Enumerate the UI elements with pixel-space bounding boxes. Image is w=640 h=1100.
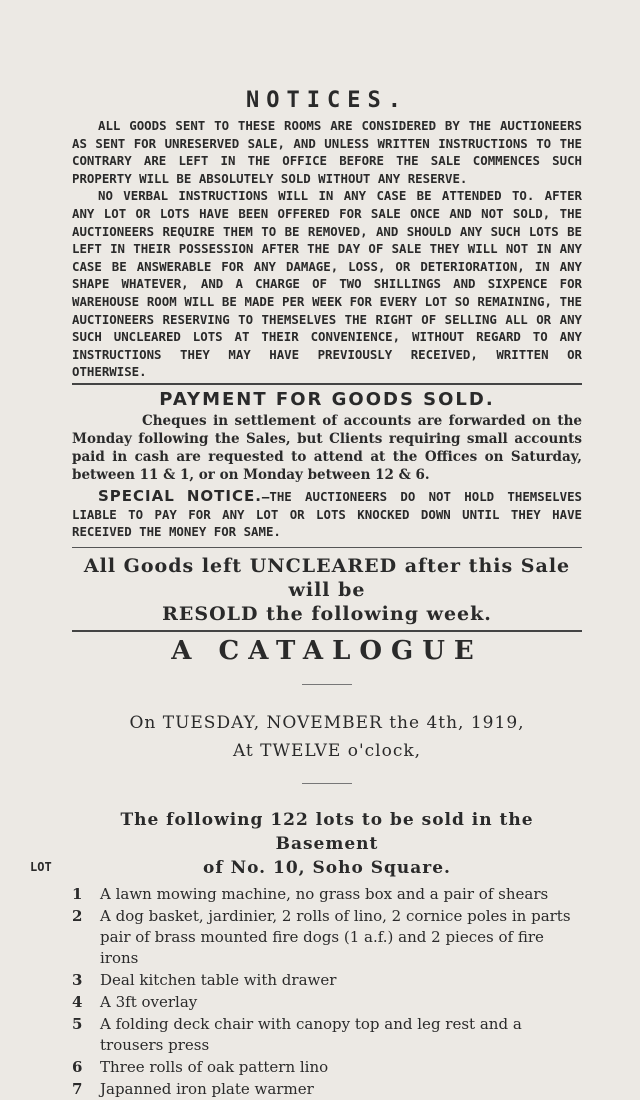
lot-item xyxy=(72,1057,582,1078)
lot-description: Deal kitchen table with drawer xyxy=(100,970,337,989)
special-notice-text: —THE AUCTIONEERS DO NOT HOLD THEMSELVES LIABLE TO PAY FOR ANY LOT OR LOTS KNOCKED DOWN UNTIL THEY HAVE RECEIVED THE MONEY FOR SAME. xyxy=(72,488,582,540)
lot-list xyxy=(72,884,582,1100)
sale-time: At TWELVE o'clock, xyxy=(232,740,422,761)
notices-title: NOTICES. xyxy=(246,88,408,113)
lot-description: A dog basket, jardinier, 2 rolls of lino, 2 cornice poles in parts pair of brass mounted fire dogs (1 a.f.) and 2 pieces of fire irons xyxy=(100,906,571,967)
divider xyxy=(72,547,582,548)
lot-item xyxy=(72,992,582,1013)
short-divider xyxy=(302,684,352,685)
lot-number: 1 xyxy=(72,884,83,903)
lots-intro: The following 122 lots to be sold in the Basement xyxy=(120,809,534,854)
uncleared-notice-line2: RESOLD the following week. xyxy=(162,602,492,625)
lot-number: 7 xyxy=(72,1079,83,1098)
lot-item xyxy=(72,970,582,991)
uncleared-notice xyxy=(72,554,582,626)
divider xyxy=(72,630,582,632)
uncleared-notice-line1: All Goods left UNCLEARED after this Sale will be xyxy=(83,554,571,601)
special-notice-lead: SPECIAL NOTICE. xyxy=(98,486,262,505)
lot-description: Three rolls of oak pattern lino xyxy=(100,1057,329,1076)
payment-text: Cheques in settlement of accounts are forwarded on the Monday following the Sales, but Clients requiring small accounts paid in cash are requested to attend at the Offices on Saturday, between 11 & 1, or on Monday between 12 & 6. xyxy=(72,412,582,483)
short-divider xyxy=(302,783,352,784)
notice-paragraph-verbal: NO VERBAL INSTRUCTIONS WILL IN ANY CASE BE ATTENDED TO. AFTER ANY LOT OR LOTS HAVE BEEN OFFERED FOR SALE ONCE AND NOT SOLD, THE AUCTIONEERS REQUIRE THEM TO BE REMOVED, AND SHOULD ANY SUCH LOTS BE LEFT IN THEIR POSSESSION AFTER THE DAY OF SALE THEY WILL NOT IN ANY CASE BE ANSWERABLE FOR ANY DAMAGE, LOSS, OR DETERIORATION, IN ANY SHAPE WHATEVER, AND A CHARGE OF TWO SHILLINGS AND SIXPENCE FOR WAREHOUSE ROOM WILL BE MADE PER WEEK FOR EVERY LOT SO REMAINING, THE AUCTIONEERS RESERVING TO THEMSELVES THE RIGHT OF SELLING ALL OR ANY SUCH UNCLEARED LOTS AT THEIR CONVENIENCE, WITHOUT REGARD TO ANY INSTRUCTIONS THEY MAY HAVE PREVIOUSLY RECEIVED, WRITTEN OR OTHERWISE. xyxy=(72,188,582,380)
payment-heading: PAYMENT FOR GOODS SOLD. xyxy=(159,388,495,410)
catalogue-title: A CATALOGUE xyxy=(171,635,483,666)
lot-description: A folding deck chair with canopy top and leg rest and a trousers press xyxy=(100,1014,522,1054)
lot-header xyxy=(30,856,582,880)
divider xyxy=(72,383,582,385)
lot-item xyxy=(72,884,582,905)
lot-number: 3 xyxy=(72,970,83,989)
sale-date: On TUESDAY, NOVEMBER the 4th, 1919, xyxy=(129,712,525,733)
lot-description: A 3ft overlay xyxy=(100,992,198,1011)
lot-description: A lawn mowing machine, no grass box and a pair of shears xyxy=(100,884,549,903)
lot-item xyxy=(72,906,582,969)
notice-paragraph-unreserved: ALL GOODS SENT TO THESE ROOMS ARE CONSIDERED BY THE AUCTIONEERS AS SENT FOR UNRESERVED SALE, AND UNLESS WRITTEN INSTRUCTIONS TO THE CONTRARY ARE LEFT IN THE OFFICE BEFORE THE SALE COMMENCES SUCH PROPERTY WILL BE ABSOLUTELY SOLD WITHOUT ANY RESERVE. xyxy=(72,118,582,186)
special-notice xyxy=(72,488,582,541)
lot-location: of No. 10, Soho Square. xyxy=(203,857,451,878)
lot-column-label: LOT xyxy=(30,859,52,874)
lot-number: 4 xyxy=(72,992,83,1011)
lot-number: 6 xyxy=(72,1057,83,1076)
lot-item xyxy=(72,1079,582,1100)
lot-description: Japanned iron plate warmer xyxy=(100,1079,314,1098)
lot-number: 2 xyxy=(72,906,83,925)
lot-item xyxy=(72,1014,582,1056)
lot-number: 5 xyxy=(72,1014,83,1033)
